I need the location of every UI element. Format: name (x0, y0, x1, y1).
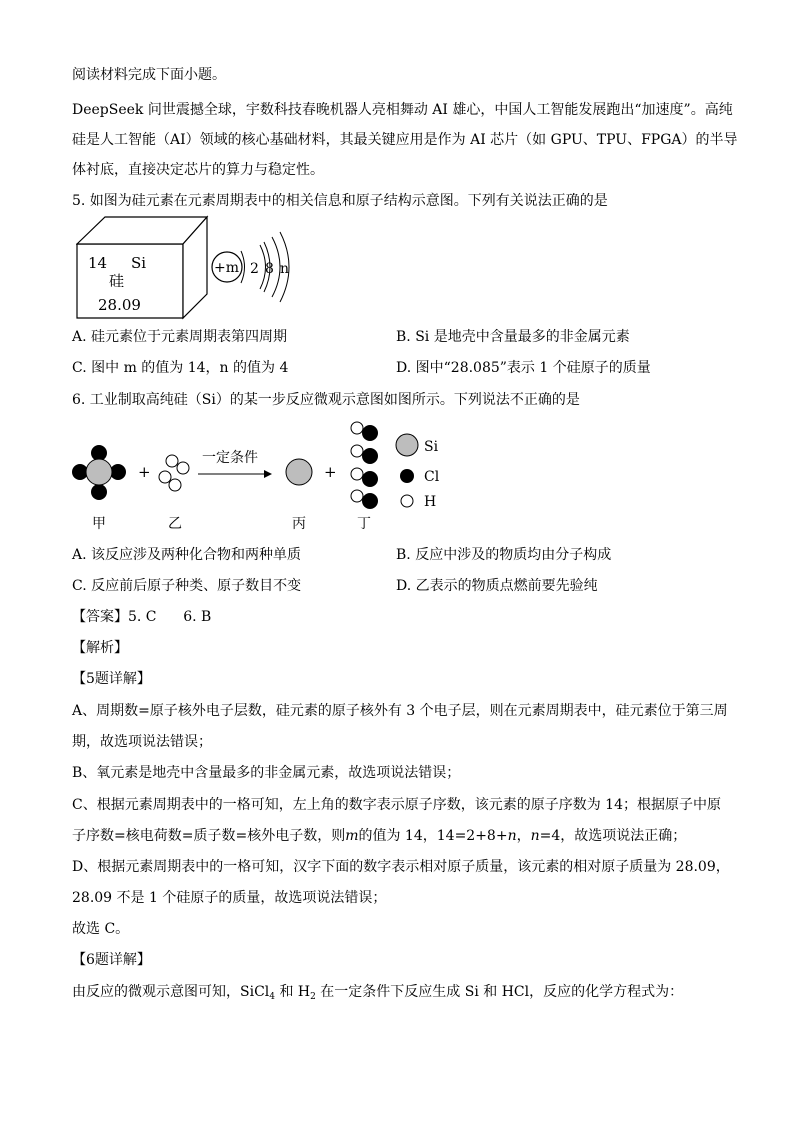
electron-shell-3: n (280, 261, 290, 277)
element-name: 硅 (109, 272, 125, 290)
subscript-2: 2 (310, 992, 316, 1002)
q5-detail-heading: 【5题详解】 (72, 671, 151, 687)
analysis-b: B、氧元素是地壳中含量最多的非金属元素，故选项说法错误； (72, 765, 461, 781)
analysis-c-line-2 (72, 827, 686, 845)
element-cell (77, 217, 207, 318)
q5-option-c: C. 图中 m 的值为 14，n 的值为 4 (72, 360, 289, 376)
q6-option-b: B. 反应中涉及的物质均由分子构成 (396, 547, 612, 563)
q6-detail-heading: 【6题详解】 (72, 952, 151, 968)
legend-cl: Cl (424, 469, 440, 485)
analysis-c-text-2: 的值为 14，14=2+8+ (358, 828, 508, 844)
plus-sign-1: + (138, 463, 151, 481)
q5-figure (76, 214, 306, 322)
q5-stem: 5. 如图为硅元素在元素周期表中的相关信息和原子结构示意图。下列有关说法正确的是 (72, 193, 608, 209)
molecule-yi (159, 455, 189, 491)
intro-line-1: 阅读材料完成下面小题。 (72, 67, 226, 83)
variable-n: n (530, 828, 540, 844)
atom-bing (286, 459, 312, 485)
label-bing: 丙 (292, 516, 306, 532)
subscript-4: 4 (269, 992, 275, 1002)
q6-reaction-diagram (66, 418, 466, 536)
intro-line-2: DeepSeek 问世震撼全球，宇数科技春晚机器人亮相舞动 AI 雄心，中国人工智能发展跑出“加速度”。高纯 (72, 102, 733, 118)
answer-text: 5. C 6. B (128, 609, 212, 625)
q6-option-a: A. 该反应涉及两种化合物和两种单质 (72, 547, 302, 563)
nucleus-charge: +m (214, 260, 240, 276)
q6-stem: 6. 工业制取高纯硅（Si）的某一步反应微观示意图如图所示。下列说法不正确的是 (72, 392, 580, 408)
q5-option-a: A. 硅元素位于元素周期表第四周期 (72, 329, 288, 345)
answer-label: 【答案】 (72, 609, 128, 625)
answer-line (72, 608, 211, 626)
analysis-6-text-1: 由反应的微观示意图可知，SiCl (72, 984, 270, 1000)
label-jia: 甲 (92, 516, 106, 532)
analysis-conclusion: 故选 C。 (72, 921, 130, 937)
element-number: 14 (88, 254, 108, 272)
reaction-condition: 一定条件 (202, 450, 258, 466)
q5-option-d: D. 图中“28.085”表示 1 个硅原子的质量 (396, 360, 651, 376)
molecule-jia (72, 445, 126, 500)
analysis-c-line-1: C、根据元素周期表中的一格可知，左上角的数字表示原子序数，该元素的原子序数为 14；根据原子中原 (72, 797, 721, 813)
analysis-c-text-3: =4，故选项说法正确； (539, 828, 687, 844)
electron-shell-2: 8 (265, 261, 274, 277)
variable-n: n (507, 828, 517, 844)
analysis-c-separator: ， (516, 828, 531, 844)
label-ding: 丁 (357, 516, 371, 532)
legend (396, 434, 440, 510)
analysis-d-line-1: D、根据元素周期表中的一格可知，汉字下面的数字表示相对原子质量，该元素的相对原子质量为 28.09， (72, 859, 730, 875)
molecule-ding (351, 422, 378, 509)
q5-option-b: B. Si 是地壳中含量最多的非金属元素 (396, 329, 630, 345)
analysis-6-text-2: 和 H (275, 984, 311, 1000)
analysis-c-text-1: 子序数=核电荷数=质子数=核外电子数，则 (72, 828, 346, 844)
analysis-6-text-3: 在一定条件下反应生成 Si 和 HCl，反应的化学方程式为： (315, 984, 684, 1000)
element-symbol: Si (131, 254, 147, 272)
q6-option-d: D. 乙表示的物质点燃前要先验纯 (396, 578, 598, 594)
analysis-a-line-2: 期，故选项说法错误； (72, 734, 212, 750)
variable-m: m (345, 828, 359, 844)
analysis-a-line-1: A、周期数=原子核外电子层数，硅元素的原子核外有 3 个电子层，则在元素周期表中，硅元素位于第三周 (72, 703, 728, 719)
analysis-6-line-1 (72, 983, 683, 1001)
analysis-label: 【解析】 (72, 640, 128, 656)
electron-shell-1: 2 (250, 261, 259, 277)
intro-line-3: 硅是人工智能（AI）领域的核心基础材料，其最关键应用是作为 AI 芯片（如 GPU、TPU、FPGA）的半导 (72, 132, 738, 148)
atom-structure-diagram (212, 232, 289, 302)
analysis-d-line-2: 28.09 不是 1 个硅原子的质量，故选项说法错误； (72, 890, 387, 906)
q6-option-c: C. 反应前后原子种类、原子数目不变 (72, 578, 302, 594)
legend-si: Si (424, 439, 439, 455)
intro-line-4: 体衬底，直接决定芯片的算力与稳定性。 (72, 162, 324, 178)
plus-sign-2: + (324, 463, 337, 481)
label-yi: 乙 (168, 516, 182, 532)
element-mass: 28.09 (98, 296, 141, 314)
legend-h: H (424, 494, 437, 510)
